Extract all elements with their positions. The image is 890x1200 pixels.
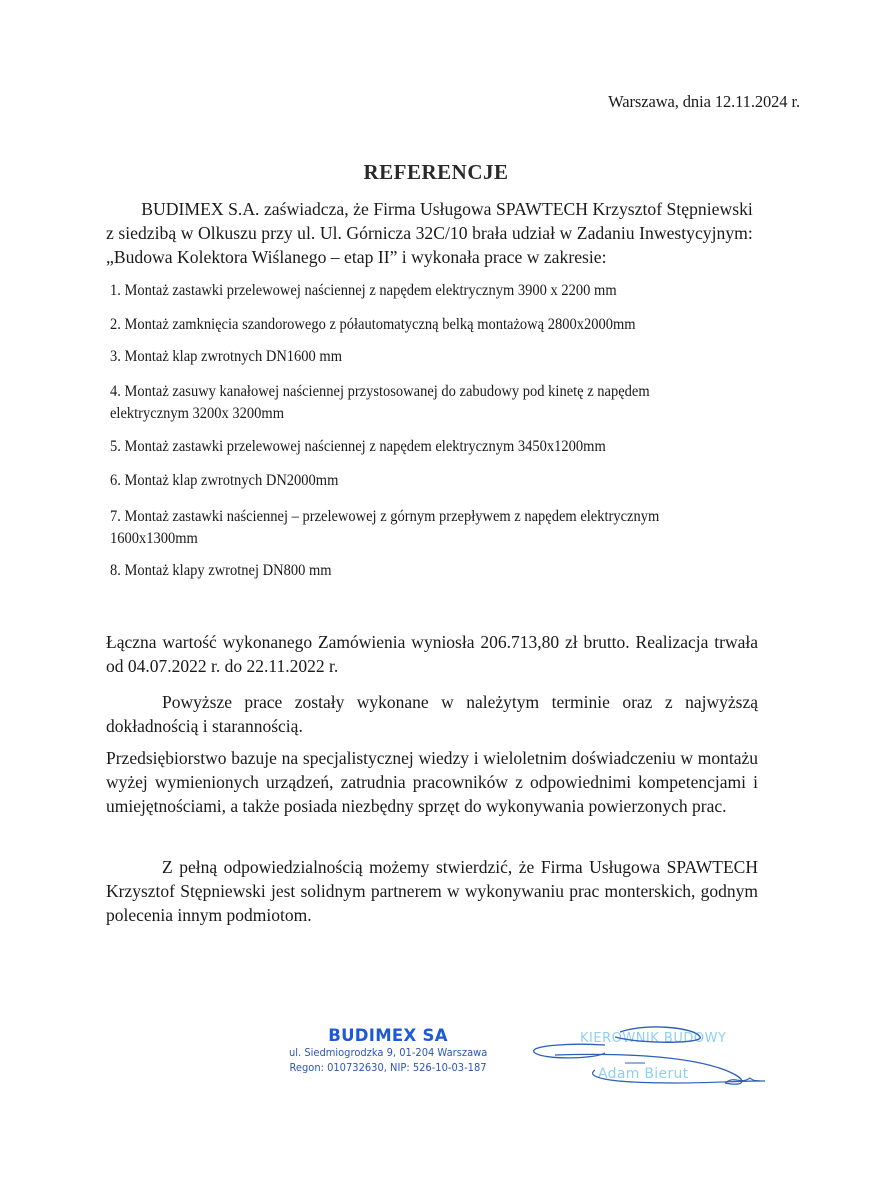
scope-item: 5. Montaż zastawki przelewowej naściennej z napędem elektrycznym 3450x1200mm (110, 438, 606, 455)
recommendation-paragraph: Z pełną odpowiedzialnością możemy stwierdzić, że Firma Usługowa SPAWTECH Krzysztof Stępniewski jest solidnym partnerem w wykonywaniu prac monterskich, godnym polecenia innym podmiotom. (106, 857, 758, 925)
scope-item: 4. Montaż zasuwy kanałowej naściennej przystosowanej do zabudowy pod kinetę z napędem elektrycznym 3200x 3200mm (110, 383, 650, 422)
company-stamp (278, 1026, 498, 1075)
handwritten-signature-icon (495, 1015, 785, 1105)
experience-paragraph: Przedsiębiorstwo bazuje na specjalistycznej wiedzy i wieloletnim doświadczeniu w montażu wyżej wymienionych urządzeń, zatrudnia pracowników z odpowiednimi kompetencjami i umiejętnościami, a także posiada niezbędny sprzęt do wykonywania powierzonych prac. (106, 748, 758, 816)
scope-item: 3. Montaż klap zwrotnych DN1600 mm (110, 348, 343, 365)
intro-paragraph: BUDIMEX S.A. zaświadcza, że Firma Usługowa SPAWTECH Krzysztof Stępniewski z siedzibą w Olkuszu przy ul. Ul. Górnicza 32C/10 brała udział w Zadaniu Inwestycyjnym: „Budowa Kolektora Wiślanego – etap II” i wykonała prace w zakresie: (106, 199, 753, 267)
signature-role-stamp: KIEROWNIK BUDOWY (580, 1031, 727, 1046)
scope-item: 8. Montaż klapy zwrotnej DN800 mm (110, 562, 332, 579)
stamp-ids: Regon: 010732630, NIP: 526-10-03-187 (289, 1061, 487, 1074)
scope-item: 6. Montaż klap zwrotnych DN2000mm (110, 472, 339, 489)
scope-item: 2. Montaż zamknięcia szandorowego z półautomatyczną belką montażową 2800x2000mm (110, 316, 636, 333)
scope-item: 1. Montaż zastawki przelewowej naściennej z napędem elektrycznym 3900 x 2200 mm (110, 282, 617, 299)
document-title: REFERENCJE (363, 160, 509, 184)
stamp-company-name: BUDIMEX SA (328, 1026, 448, 1045)
stamp-address: ul. Siedmiogrodzka 9, 01-204 Warszawa (289, 1046, 488, 1059)
signature-name-stamp: Adam Bierut (598, 1066, 689, 1082)
quality-paragraph: Powyższe prace zostały wykonane w należytym terminie oraz z najwyższą dokładnością i starannością. (106, 692, 758, 736)
date-line: Warszawa, dnia 12.11.2024 r. (608, 92, 800, 111)
signature-block (495, 1015, 785, 1105)
contract-value-paragraph: Łączna wartość wykonanego Zamówienia wyniosła 206.713,80 zł brutto. Realizacja trwała od 04.07.2022 r. do 22.11.2022 r. (106, 632, 758, 676)
scope-item: 7. Montaż zastawki naściennej – przelewowej z górnym przepływem z napędem elektrycznym 1600x1300mm (110, 508, 660, 547)
